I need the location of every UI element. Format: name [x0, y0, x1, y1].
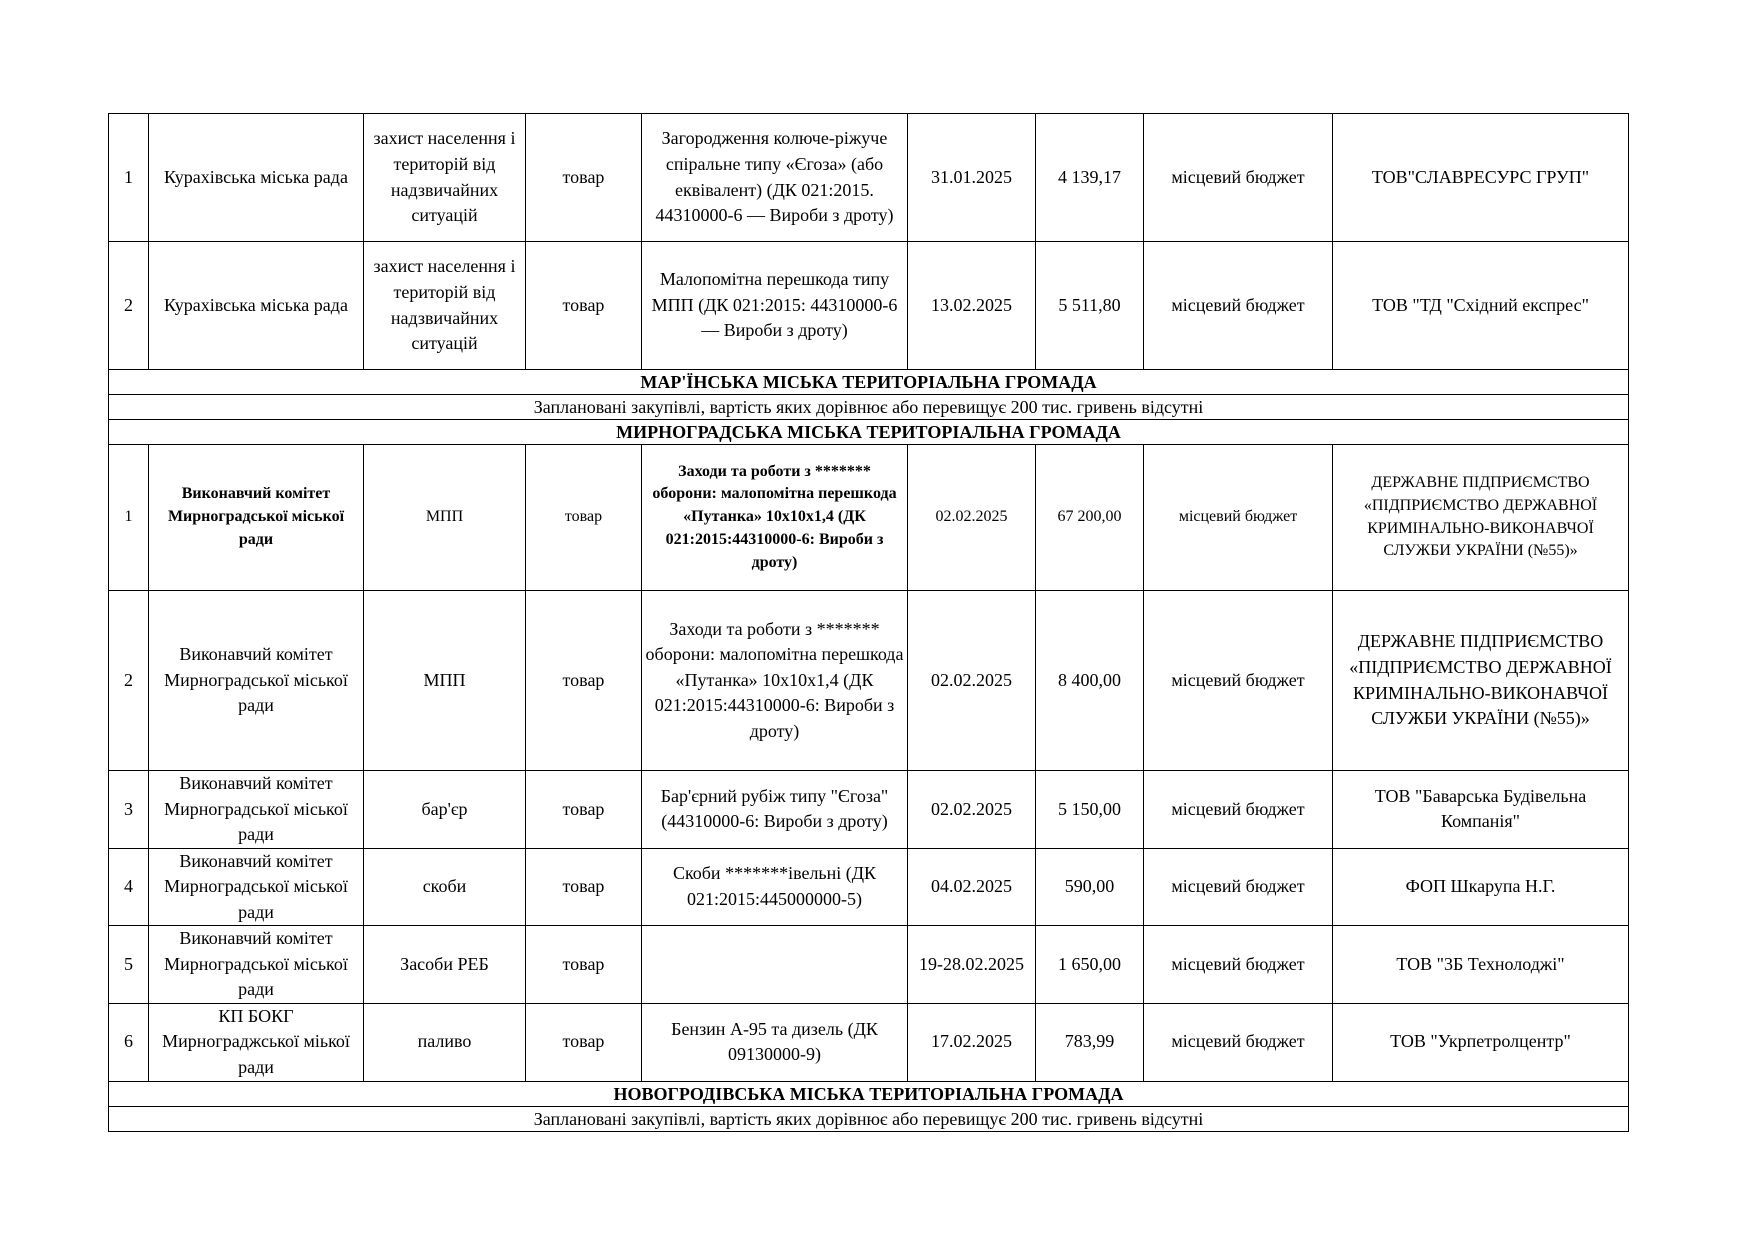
type-cell: товар	[526, 926, 642, 1004]
amount-cell: 783,99	[1036, 1003, 1144, 1081]
source-cell: місцевий бюджет	[1144, 242, 1333, 370]
supplier-cell: ТОВ "3Б Технолоджі"	[1333, 926, 1629, 1004]
row-number: 2	[109, 242, 149, 370]
date-cell: 31.01.2025	[908, 114, 1036, 242]
subject-cell	[642, 926, 908, 1004]
type-cell: товар	[526, 242, 642, 370]
procurement-table	[108, 113, 1629, 1132]
subject-cell: Заходи та роботи з ******* оборони: малопомітна перешкода «Путанка» 10х10х1,4 (ДК 021:2015:44310000-6: Вироби з дроту)	[642, 591, 908, 771]
purpose-cell: захист населення і територій від надзвичайних ситуацій	[364, 114, 526, 242]
row-number: 5	[109, 926, 149, 1004]
amount-cell: 8 400,00	[1036, 591, 1144, 771]
date-cell: 13.02.2025	[908, 242, 1036, 370]
row-number: 2	[109, 591, 149, 771]
section-note-row	[109, 1106, 1629, 1131]
source-cell: місцевий бюджет	[1144, 114, 1333, 242]
table-row	[109, 445, 1629, 591]
amount-cell: 1 650,00	[1036, 926, 1144, 1004]
subject-cell: Скоби *******івельні (ДК 021:2015:445000000-5)	[642, 848, 908, 926]
source-cell: місцевий бюджет	[1144, 591, 1333, 771]
purpose-cell: МПП	[364, 445, 526, 591]
purpose-cell: паливо	[364, 1003, 526, 1081]
subject-cell: Бар'єрний рубіж типу "Єгоза" (44310000-6: Вироби з дроту)	[642, 771, 908, 849]
customer-cell: Курахівська міська рада	[149, 242, 364, 370]
amount-cell: 4 139,17	[1036, 114, 1144, 242]
supplier-cell: ДЕРЖАВНЕ ПІДПРИЄМСТВО «ПІДПРИЄМСТВО ДЕРЖАВНОЇ КРИМІНАЛЬНО-ВИКОНАВЧОЇ СЛУЖБИ УКРАЇНИ (№55)»	[1333, 445, 1629, 591]
customer-cell: КП БОКГ Мирнограджської міької ради	[149, 1003, 364, 1081]
section-header-row	[109, 370, 1629, 395]
table-row	[109, 926, 1629, 1004]
subject-cell: Загородження колюче-ріжуче спіральне типу «Єгоза» (або еквівалент) (ДК 021:2015. 44310000-6 — Вироби з дроту)	[642, 114, 908, 242]
customer-cell: Виконавчий комітет Мирноградської міської ради	[149, 445, 364, 591]
type-cell: товар	[526, 771, 642, 849]
amount-cell: 5 150,00	[1036, 771, 1144, 849]
source-cell: місцевий бюджет	[1144, 445, 1333, 591]
purpose-cell: МПП	[364, 591, 526, 771]
section-header-row	[109, 420, 1629, 445]
customer-cell: Виконавчий комітет Мирноградської міської ради	[149, 848, 364, 926]
type-cell: товар	[526, 848, 642, 926]
source-cell: місцевий бюджет	[1144, 848, 1333, 926]
date-cell: 17.02.2025	[908, 1003, 1036, 1081]
purpose-cell: скоби	[364, 848, 526, 926]
customer-cell: Виконавчий комітет Мирноградської міської ради	[149, 591, 364, 771]
table-row	[109, 1003, 1629, 1081]
source-cell: місцевий бюджет	[1144, 1003, 1333, 1081]
date-cell: 02.02.2025	[908, 771, 1036, 849]
section-header-row	[109, 1081, 1629, 1106]
row-number: 1	[109, 445, 149, 591]
purpose-cell: бар'єр	[364, 771, 526, 849]
subject-cell: Бензин А-95 та дизель (ДК 09130000-9)	[642, 1003, 908, 1081]
table-row	[109, 848, 1629, 926]
table-row	[109, 114, 1629, 242]
purpose-cell: Засоби РЕБ	[364, 926, 526, 1004]
table-row	[109, 771, 1629, 849]
date-cell: 19-28.02.2025	[908, 926, 1036, 1004]
purpose-cell: захист населення і територій від надзвичайних ситуацій	[364, 242, 526, 370]
customer-cell: Курахівська міська рада	[149, 114, 364, 242]
section-title: НОВОГРОДІВСЬКА МІСЬКА ТЕРИТОРІАЛЬНА ГРОМАДА	[109, 1081, 1629, 1106]
date-cell: 04.02.2025	[908, 848, 1036, 926]
type-cell: товар	[526, 114, 642, 242]
table-row	[109, 242, 1629, 370]
row-number: 3	[109, 771, 149, 849]
supplier-cell: ТОВ "ТД "Східний експрес"	[1333, 242, 1629, 370]
amount-cell: 5 511,80	[1036, 242, 1144, 370]
source-cell: місцевий бюджет	[1144, 926, 1333, 1004]
row-number: 6	[109, 1003, 149, 1081]
section-note: Заплановані закупівлі, вартість яких дорівнює або перевищує 200 тис. гривень відсутні	[109, 1106, 1629, 1131]
date-cell: 02.02.2025	[908, 591, 1036, 771]
section-note-row	[109, 395, 1629, 420]
row-number: 1	[109, 114, 149, 242]
subject-cell: Заходи та роботи з ******* оборони: малопомітна перешкода «Путанка» 10х10х1,4 (ДК 021:2015:44310000-6: Вироби з дроту)	[642, 445, 908, 591]
table-row	[109, 591, 1629, 771]
customer-cell: Виконавчий комітет Мирноградської міської ради	[149, 926, 364, 1004]
section-title: МАР'ЇНСЬКА МІСЬКА ТЕРИТОРІАЛЬНА ГРОМАДА	[109, 370, 1629, 395]
amount-cell: 590,00	[1036, 848, 1144, 926]
supplier-cell: ДЕРЖАВНЕ ПІДПРИЄМСТВО «ПІДПРИЄМСТВО ДЕРЖАВНОЇ КРИМІНАЛЬНО-ВИКОНАВЧОЇ СЛУЖБИ УКРАЇНИ (№55)»	[1333, 591, 1629, 771]
supplier-cell: ТОВ "Баварська Будівельна Компанія"	[1333, 771, 1629, 849]
subject-cell: Малопомітна перешкода типу МПП (ДК 021:2015: 44310000-6 — Вироби з дроту)	[642, 242, 908, 370]
supplier-cell: ТОВ "Укрпетролцентр"	[1333, 1003, 1629, 1081]
section-note: Заплановані закупівлі, вартість яких дорівнює або перевищує 200 тис. гривень відсутні	[109, 395, 1629, 420]
source-cell: місцевий бюджет	[1144, 771, 1333, 849]
amount-cell: 67 200,00	[1036, 445, 1144, 591]
type-cell: товар	[526, 445, 642, 591]
supplier-cell: ТОВ"СЛАВРЕСУРС ГРУП"	[1333, 114, 1629, 242]
row-number: 4	[109, 848, 149, 926]
type-cell: товар	[526, 1003, 642, 1081]
type-cell: товар	[526, 591, 642, 771]
customer-cell: Виконавчий комітет Мирноградської міської ради	[149, 771, 364, 849]
date-cell: 02.02.2025	[908, 445, 1036, 591]
section-title: МИРНОГРАДСЬКА МІСЬКА ТЕРИТОРІАЛЬНА ГРОМАДА	[109, 420, 1629, 445]
supplier-cell: ФОП Шкарупа Н.Г.	[1333, 848, 1629, 926]
